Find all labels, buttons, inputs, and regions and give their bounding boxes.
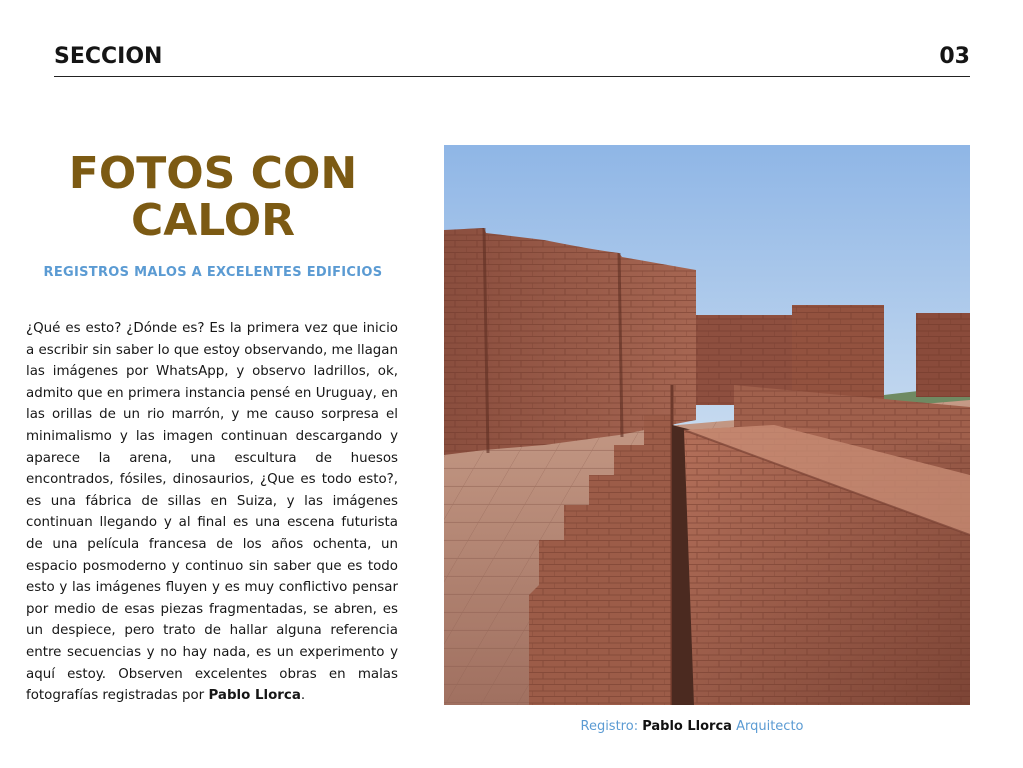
photo-caption [444, 719, 940, 734]
title-line-2: CALOR [130, 195, 296, 246]
article-body [26, 318, 398, 707]
section-label: SECCION [54, 44, 163, 69]
page-header [54, 42, 970, 77]
article-title [28, 150, 398, 244]
body-author: Pablo Llorca [208, 688, 301, 704]
caption-name: Pablo Llorca [642, 719, 732, 734]
brick-architecture-photo [444, 145, 970, 705]
article-subtitle: REGISTROS MALOS A EXCELENTES EDIFICIOS [43, 265, 383, 280]
body-end-punctuation: . [300, 688, 306, 704]
title-line-1: FOTOS CON [68, 148, 358, 199]
caption-prefix: Registro: [580, 719, 639, 734]
body-paragraph: ¿Qué es esto? ¿Dónde es? Es la primera vez que inicio a escribir sin saber lo que estoy observando, me llagan las imágenes por WhatsApp, y observo ladrillos, ok, admito que en primera instancia pensé en Uruguay, en las orillas de un rio marrón, y me causo sorpresa el minimalismo y las imagen continuan descargando y aparece la arena, una escultura de huesos encontrados, fósiles, dinosaurios, ¿Que es todo esto?, es una fábrica de sillas en Suiza, y las imágenes continuan llegando y al final es una escena futurista de una película francesa de los años ochenta, un espacio posmoderno y continuo sin saber que es todo esto y las imágenes fluyen y es muy conflictivo pensar por medio de esas piezas fragmentadas, se abren, es un despiece, pero trato de hallar alguna referencia entre secuencias y no hay nada, es un experimento y aquí estoy. Observen excelentes obras en malas fotografías registradas por [26, 321, 398, 704]
caption-suffix: Arquitecto [736, 719, 804, 734]
page-number: 03 [939, 44, 970, 69]
